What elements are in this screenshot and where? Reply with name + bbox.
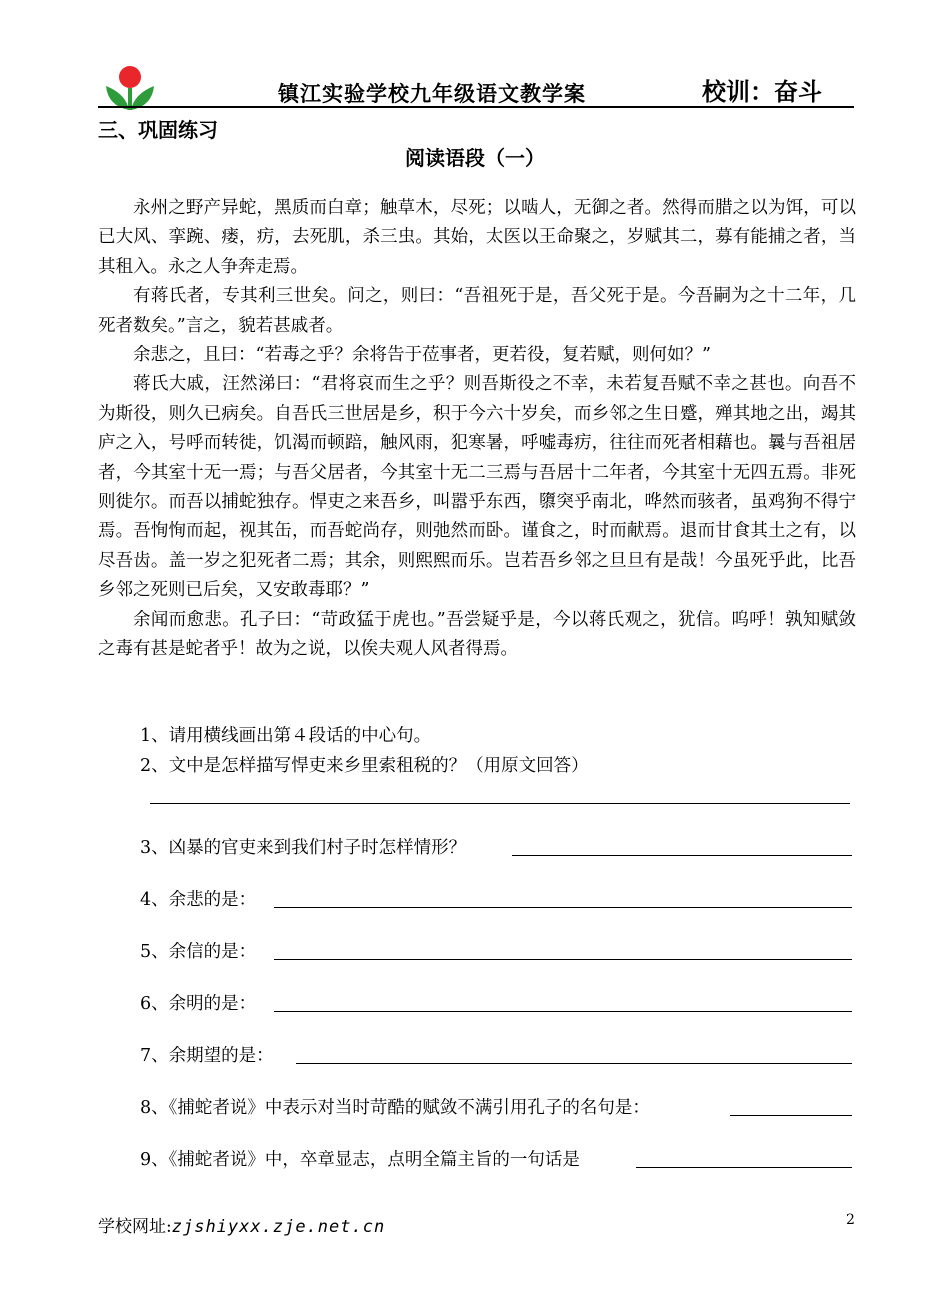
paragraph: 永州之野产异蛇，黑质而白章；触草木，尽死；以啮人，无御之者。然得而腊之以为饵，可以已大风、挛踠、瘘，疠，去死肌，杀三虫。其始，太医以王命聚之，岁赋其二，募有能捕之者，当其租入。永之人争奔走焉。 xyxy=(98,198,856,277)
answer-line-2[interactable] xyxy=(150,803,850,804)
question-3: 3、凶暴的官吏来到我们村子时怎样情形？ xyxy=(140,838,467,858)
logo-flower xyxy=(119,66,141,88)
answer-line-4[interactable] xyxy=(274,907,852,908)
reading-passage xyxy=(98,194,856,665)
paragraph: 蒋氏大戚，汪然涕曰：“君将哀而生之乎？则吾斯役之不幸，未若复吾赋不幸之甚也。向吾不为斯役，则久已病矣。自吾氏三世居是乡，积于今六十岁矣，而乡邻之生日蹙，殚其地之出，竭其庐之入，号呼而转徙，饥渴而顿踣，触风雨，犯寒暑，呼嘘毒疠，往往而死者相藉也。曩与吾祖居者，今其室十无一焉；与吾父居者，今其室十无二三焉与吾居十二年者，今其室十无四五焉。非死则徙尔。而吾以捕蛇独存。悍吏之来吾乡，叫嚣乎东西，隳突乎南北，哗然而骇者，虽鸡狗不得宁焉。吾恂恂而起，视其缶，而吾蛇尚存，则弛然而卧。谨食之，时而献焉。退而甘食其土之有，以尽吾齿。盖一岁之犯死者二焉；其余，则熙熙而乐。岂若吾乡邻之旦旦有是哉！今虽死乎此，比吾乡邻之死则已后矣，又安敢毒耶？” xyxy=(98,374,856,601)
question-6: 6、余明的是： xyxy=(140,994,257,1014)
passage-title: 阅读语段（一） xyxy=(405,146,545,170)
answer-line-7[interactable] xyxy=(296,1063,852,1064)
question-9: 9、《捕蛇者说》中，卒章显志，点明全篇主旨的一句话是 xyxy=(140,1150,580,1170)
school-motto: 校训：奋斗 xyxy=(702,78,822,106)
answer-line-5[interactable] xyxy=(274,959,852,960)
school-logo xyxy=(102,64,158,112)
paragraph: 余悲之，且曰：“若毒之乎？余将告于莅事者，更若役，复若赋，则何如？” xyxy=(133,345,711,366)
paragraph: 余闻而愈悲。孔子曰：“苛政猛于虎也。”吾尝疑乎是，今以蒋氏观之，犹信。呜呼！孰知赋敛之毒有甚是蛇者乎！故为之说，以俟夫观人风者得焉。 xyxy=(98,609,856,660)
header-title: 镇江实验学校九年级语文教学案 xyxy=(278,82,586,106)
footer-website xyxy=(98,1212,385,1237)
section-heading: 三、巩固练习 xyxy=(98,118,218,142)
header-divider xyxy=(98,106,854,108)
question-5: 5、余信的是： xyxy=(140,942,257,962)
answer-line-6[interactable] xyxy=(274,1011,852,1012)
answer-line-9[interactable] xyxy=(636,1167,852,1168)
question-1: 1、请用横线画出第４段话的中心句。 xyxy=(140,726,432,746)
footer-label: 学校网址: xyxy=(98,1217,172,1237)
question-4: 4、余悲的是： xyxy=(140,890,257,910)
answer-line-3[interactable] xyxy=(512,855,852,856)
question-8: 8、《捕蛇者说》中表示对当时苛酷的赋敛不满引用孔子的名句是： xyxy=(140,1098,650,1118)
school-url[interactable]: zjshiyxx.zje.net.cn xyxy=(171,1217,386,1237)
paragraph: 有蒋氏者，专其利三世矣。问之，则曰：“吾祖死于是，吾父死于是。今吾嗣为之十二年，几死者数矣。”言之，貌若甚戚者。 xyxy=(98,286,856,336)
answer-line-8[interactable] xyxy=(730,1115,852,1116)
question-2: 2、文中是怎样描写悍吏来乡里索租税的？（用原文回答） xyxy=(140,756,589,776)
question-7: 7、余期望的是： xyxy=(140,1046,274,1066)
page-number: 2 xyxy=(846,1212,855,1228)
